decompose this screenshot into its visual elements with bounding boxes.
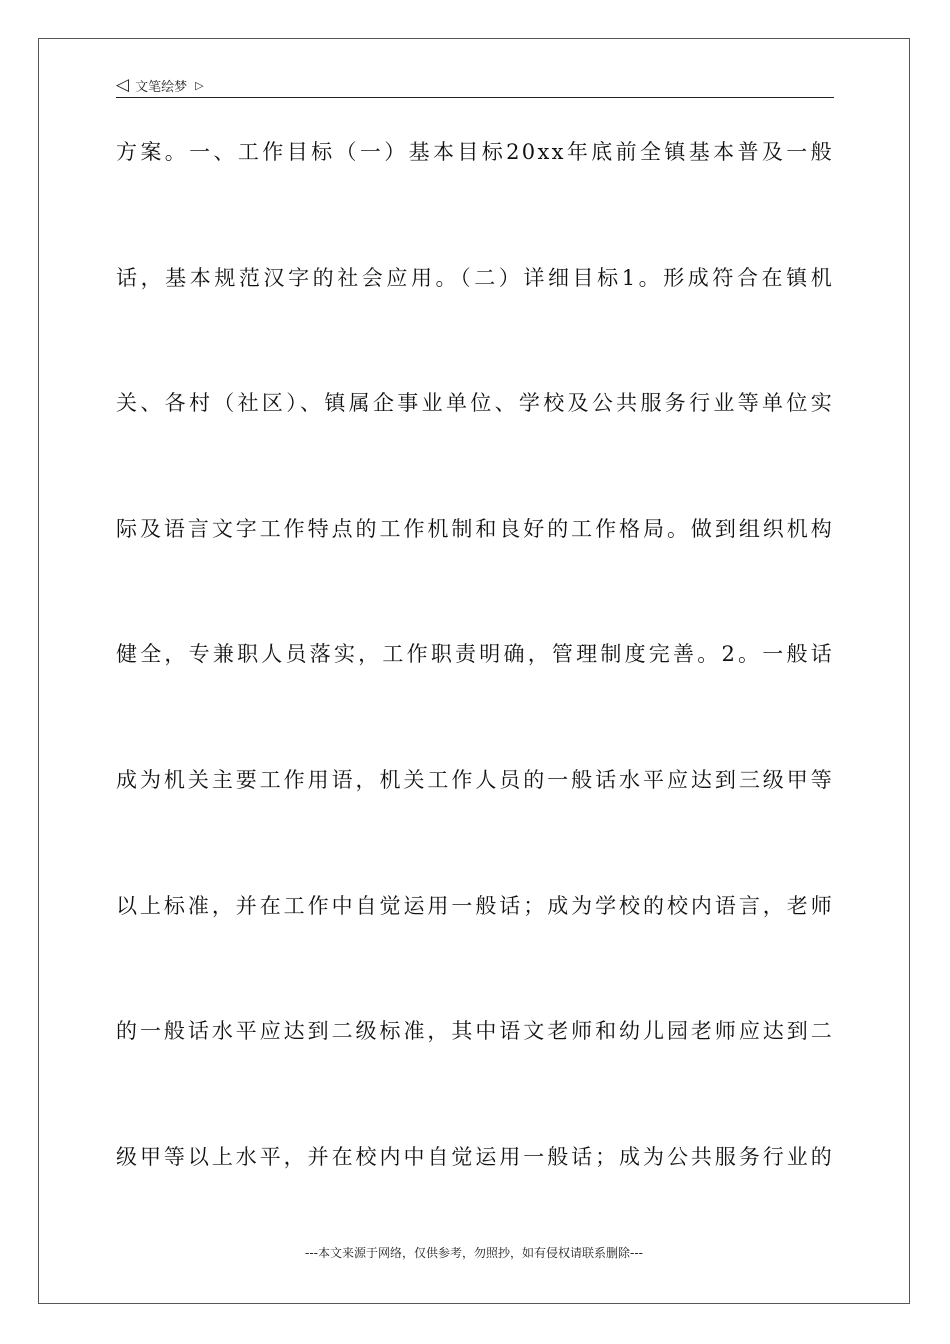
body-line: 方案。一、工作目标（一）基本目标20xx年底前全镇基本普及一般 [116, 140, 834, 164]
body-line: 关、各村（社区）、镇属企事业单位、学校及公共服务行业等单位实 [116, 391, 834, 416]
header-title: 文笔绘梦 [135, 79, 188, 95]
right-triangle-icon: ▷ [195, 78, 204, 92]
body-line: 成为机关主要工作用语，机关工作人员的一般话水平应达到三级甲等 [116, 767, 834, 792]
left-triangle-icon: ◁ [116, 74, 130, 95]
header-divider [116, 97, 834, 98]
body-line: 际及语言文字工作特点的工作机制和良好的工作格局。做到组织机构 [116, 516, 834, 541]
footer-note: ---本文来源于网络，仅供参考，勿照抄，如有侵权请联系删除--- [305, 1246, 643, 1260]
body-line: 健全，专兼职人员落实，工作职责明确，管理制度完善。2。一般话 [116, 642, 834, 667]
page-header [116, 74, 834, 96]
body-line: 话，基本规范汉字的社会应用。（二）详细目标1。形成符合在镇机 [116, 265, 834, 290]
body-line: 级甲等以上水平，并在校内中自觉运用一般话；成为公共服务行业的 [116, 1144, 834, 1169]
body-line: 以上标准，并在工作中自觉运用一般话；成为学校的校内语言，老师 [116, 893, 834, 918]
document-body [116, 127, 834, 1257]
body-line: 的一般话水平应达到二级标准，其中语文老师和幼儿园老师应达到二 [116, 1019, 834, 1044]
